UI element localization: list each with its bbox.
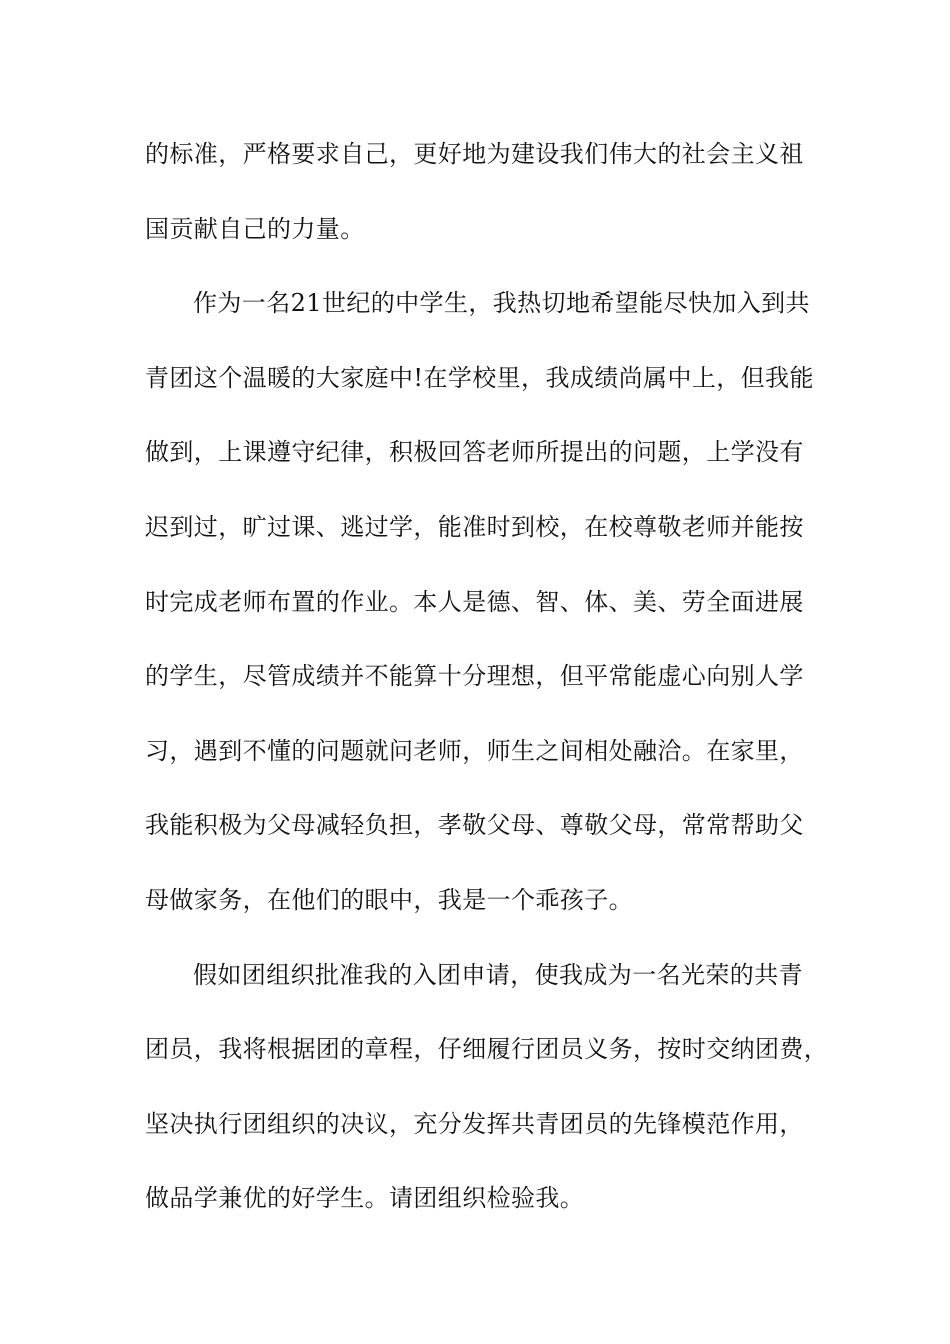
text-line: 青团这个温暖的大家庭中!在学校里，我成绩尚属中上，但我能 [145,363,814,392]
text-line: 团员，我将根据团的章程，仔细履行团员义务，按时交纳团费， [145,1035,829,1064]
text-line: 国贡献自己的力量。 [145,214,365,243]
text-line: 时完成老师布置的作业。本人是德、智、体、美、劳全面进展 [145,587,804,616]
paragraph-start-line: 假如团组织批准我的入团申请，使我成为一名光荣的共青 [193,960,803,989]
text-line: 做到，上课遵守纪律，积极回答老师所提出的问题，上学没有 [145,438,804,467]
text-line: 习，遇到不懂的问题就问老师，师生之间相处融洽。在家里， [145,736,804,765]
text-line: 做品学兼优的好学生。请团组织检验我。 [145,1184,585,1213]
paragraph-start-line: 作为一名21世纪的中学生，我热切地希望能尽快加入到共 [193,289,810,318]
text-line: 的学生，尽管成绩并不能算十分理想，但平常能虚心向别人学 [145,662,804,691]
text-line: 迟到过，旷过课、逃过学，能准时到校，在校尊敬老师并能按 [145,512,804,541]
text-line: 母做家务，在他们的眼中，我是一个乖孩子。 [145,885,633,914]
text-line: 的标准，严格要求自己，更好地为建设我们伟大的社会主义祖 [145,140,804,168]
text-line: 我能积极为父母减轻负担，孝敬父母、尊敬父母，常常帮助父 [145,811,804,840]
document-body [145,127,845,1246]
text-line: 坚决执行团组织的决议，充分发挥共青团员的先锋模范作用， [145,1109,804,1138]
